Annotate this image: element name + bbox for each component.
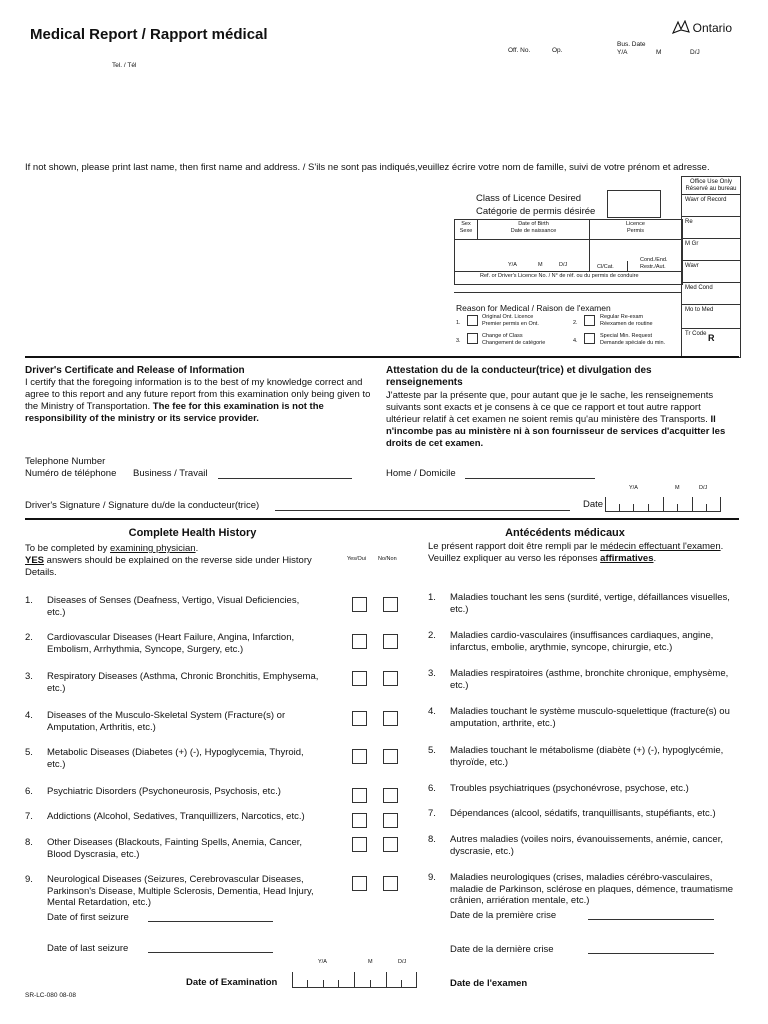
yes-checkbox[interactable] bbox=[352, 711, 367, 726]
no-checkbox[interactable] bbox=[383, 788, 398, 803]
no-checkbox[interactable] bbox=[383, 597, 398, 612]
certificate-heading: Driver's Certificate and Release of Information bbox=[25, 365, 245, 376]
bus-date-m: M bbox=[656, 49, 662, 56]
office-row: Re bbox=[682, 217, 740, 239]
sex-label: Sex bbox=[461, 221, 471, 227]
office-row: Med Cond bbox=[682, 283, 740, 305]
reason-3-fr: Changement de catégorie bbox=[482, 340, 546, 346]
logo-text: Ontario bbox=[692, 21, 732, 35]
history-heading-fr: Antécédents médicaux bbox=[505, 527, 625, 539]
exam-date-label-fr: Date de l'examen bbox=[450, 978, 528, 989]
signature-field[interactable] bbox=[275, 510, 570, 511]
certificate-text-fr: J'atteste par la présente que, pour autant que je le sache, les renseignements suivants sont exacts et je consens à ce que ce rapport et tout autre rapport ultérieur relatif à cet examen ne soient remis qu'au ministère des Transports. Il n'incombe pas au ministère ni à son fournisseur de services d'acquitter les droits de cet examen. bbox=[386, 390, 726, 449]
restr-label: Restr./Aut. bbox=[640, 264, 666, 270]
no-checkbox[interactable] bbox=[383, 711, 398, 726]
bus-date-ya: Y/A bbox=[617, 49, 628, 56]
signature-date-field[interactable] bbox=[605, 497, 721, 512]
last-seizure-label: Date of last seizure bbox=[47, 943, 129, 954]
bus-date-dj: D/J bbox=[690, 49, 700, 56]
office-r-mark: R bbox=[708, 333, 715, 343]
reason-1-checkbox[interactable] bbox=[467, 315, 478, 326]
reason-2-checkbox[interactable] bbox=[584, 315, 595, 326]
first-seizure-field[interactable] bbox=[148, 921, 273, 922]
no-checkbox[interactable] bbox=[383, 634, 398, 649]
no-checkbox[interactable] bbox=[383, 876, 398, 891]
office-row: M Gr bbox=[682, 239, 740, 261]
reason-1-num: 1. bbox=[456, 320, 461, 326]
op-label: Op. bbox=[552, 47, 563, 54]
clcat-label: Cl/Cat. bbox=[597, 264, 614, 270]
history-intro-fr: Le présent rapport doit être rempli par le médecin effectuant l'examen. Veuillez expliquer au verso les réponses affirmatives. bbox=[428, 541, 724, 564]
off-no-label: Off. No. bbox=[508, 47, 531, 54]
signature-label: Driver's Signature / Signature du/de la conducteur(trice) bbox=[25, 500, 260, 511]
form-code: SR-LC-080 08-08 bbox=[25, 992, 76, 999]
reason-4-fr: Demande spéciale du min. bbox=[600, 340, 666, 346]
name-notice: If not shown, please print last name, then first name and address. / S'ils ne sont pas indiqués,veuillez écrire votre nom de famille, suivi de votre prénom et adresse. bbox=[25, 162, 710, 173]
exam-date-m: M bbox=[368, 959, 373, 965]
office-title: Office Use Only bbox=[690, 179, 732, 185]
no-checkbox[interactable] bbox=[383, 749, 398, 764]
dob-m: M bbox=[538, 262, 543, 268]
yes-checkbox[interactable] bbox=[352, 597, 367, 612]
reason-3-num: 3. bbox=[456, 338, 461, 344]
telephone-label-fr: Numéro de téléphone bbox=[25, 468, 117, 479]
first-seizure-label-fr: Date de la première crise bbox=[450, 910, 557, 921]
exam-date-label: Date of Examination bbox=[186, 977, 278, 988]
class-desired-label: Class of Licence Desired bbox=[476, 193, 582, 204]
reason-4-num: 4. bbox=[573, 338, 578, 344]
certificate-text: I certify that the foregoing information is to the best of my knowledge correct and agree to this report and any future report from this examination only being given to the Ministry of Transportation. The fee for this examination is not the responsibility of the ministry or its service provider. bbox=[25, 377, 371, 424]
reason-3-checkbox[interactable] bbox=[467, 333, 478, 344]
office-use-box bbox=[681, 176, 741, 358]
history-heading: Complete Health History bbox=[128, 527, 257, 539]
no-checkbox[interactable] bbox=[383, 813, 398, 828]
bus-date-label: Bus. Date bbox=[617, 41, 646, 48]
home-phone-field[interactable] bbox=[465, 478, 595, 479]
reason-2-num: 2. bbox=[573, 320, 578, 326]
first-seizure-label: Date of first seizure bbox=[47, 912, 129, 923]
yes-oui-label: Yes/Oui bbox=[347, 556, 367, 562]
business-phone-field[interactable] bbox=[218, 478, 352, 479]
office-row: Mo to Med bbox=[682, 305, 740, 329]
dob-ya: Y/A bbox=[508, 262, 517, 268]
certificate-heading-fr: Attestation du de la conducteur(trice) et divulgation des renseignements bbox=[386, 365, 652, 388]
sig-date-ya: Y/A bbox=[629, 485, 638, 491]
yes-checkbox[interactable] bbox=[352, 876, 367, 891]
reason-2-en: Regular Re-exam bbox=[600, 314, 644, 320]
business-label: Business / Travail bbox=[133, 468, 208, 479]
trillium-icon bbox=[671, 20, 691, 36]
categorie-label: Catégorie de permis désirée bbox=[476, 206, 596, 217]
last-seizure-label-fr: Date de la dernière crise bbox=[450, 944, 554, 955]
permis-label: Permis bbox=[626, 228, 645, 234]
history-intro: To be completed by examining physician. YES answers should be explained on the reverse side under History Details. bbox=[25, 543, 312, 578]
dob-fr-label: Date de naissance bbox=[510, 228, 557, 234]
office-row: Tr Code bbox=[685, 331, 707, 337]
sexe-label: Sexe bbox=[459, 228, 473, 234]
office-row: Wavr bbox=[682, 261, 740, 283]
first-seizure-field-fr[interactable] bbox=[588, 919, 714, 920]
yes-checkbox[interactable] bbox=[352, 749, 367, 764]
home-label: Home / Domicile bbox=[386, 468, 456, 479]
exam-date-ya: Y/A bbox=[318, 959, 327, 965]
sig-date-label: Date bbox=[583, 499, 604, 510]
reason-4-en: Special Min. Request bbox=[600, 333, 652, 339]
reason-2-fr: Réexamen de routine bbox=[600, 321, 653, 327]
reason-4-checkbox[interactable] bbox=[584, 333, 595, 344]
no-non-label: No/Non bbox=[378, 556, 397, 562]
reason-3-en: Change of Class bbox=[482, 333, 523, 339]
telephone-label: Telephone Number bbox=[25, 456, 106, 467]
reason-1-en: Original Ont. Licence bbox=[482, 314, 534, 320]
sig-date-dj: D/J bbox=[699, 485, 708, 491]
yes-checkbox[interactable] bbox=[352, 634, 367, 649]
tel-label: Tel. / Tél bbox=[112, 62, 137, 69]
yes-checkbox[interactable] bbox=[352, 813, 367, 828]
no-checkbox[interactable] bbox=[383, 671, 398, 686]
dob-label: Date of Birth bbox=[518, 221, 549, 227]
reason-label: Reason for Medical / Raison de l'examen bbox=[456, 303, 611, 313]
exam-date-dj: D/J bbox=[398, 959, 407, 965]
yes-checkbox[interactable] bbox=[352, 837, 367, 852]
yes-checkbox[interactable] bbox=[352, 671, 367, 686]
yes-checkbox[interactable] bbox=[352, 788, 367, 803]
sig-date-m: M bbox=[675, 485, 680, 491]
reason-1-fr: Premier permis en Ont. bbox=[482, 321, 539, 327]
section-divider bbox=[25, 518, 739, 520]
ontario-logo bbox=[671, 20, 732, 36]
ref-label: Ref. or Driver's Licence No. / N° de réf. ou du permis de conduire bbox=[480, 273, 639, 279]
office-title-fr: Réservé au bureau bbox=[685, 186, 737, 192]
last-seizure-field-fr[interactable] bbox=[588, 953, 714, 954]
form-title: Medical Report / Rapport médical bbox=[30, 26, 268, 43]
class-desired-field[interactable] bbox=[607, 190, 661, 218]
section-divider bbox=[25, 356, 739, 358]
cond-label: Cond./End. bbox=[640, 257, 668, 263]
last-seizure-field[interactable] bbox=[148, 952, 273, 953]
dob-dj: D/J bbox=[559, 262, 568, 268]
no-checkbox[interactable] bbox=[383, 837, 398, 852]
exam-date-field[interactable] bbox=[292, 972, 417, 988]
licence-label: Licence bbox=[626, 221, 645, 227]
office-row: Wavr of Record bbox=[682, 195, 740, 217]
